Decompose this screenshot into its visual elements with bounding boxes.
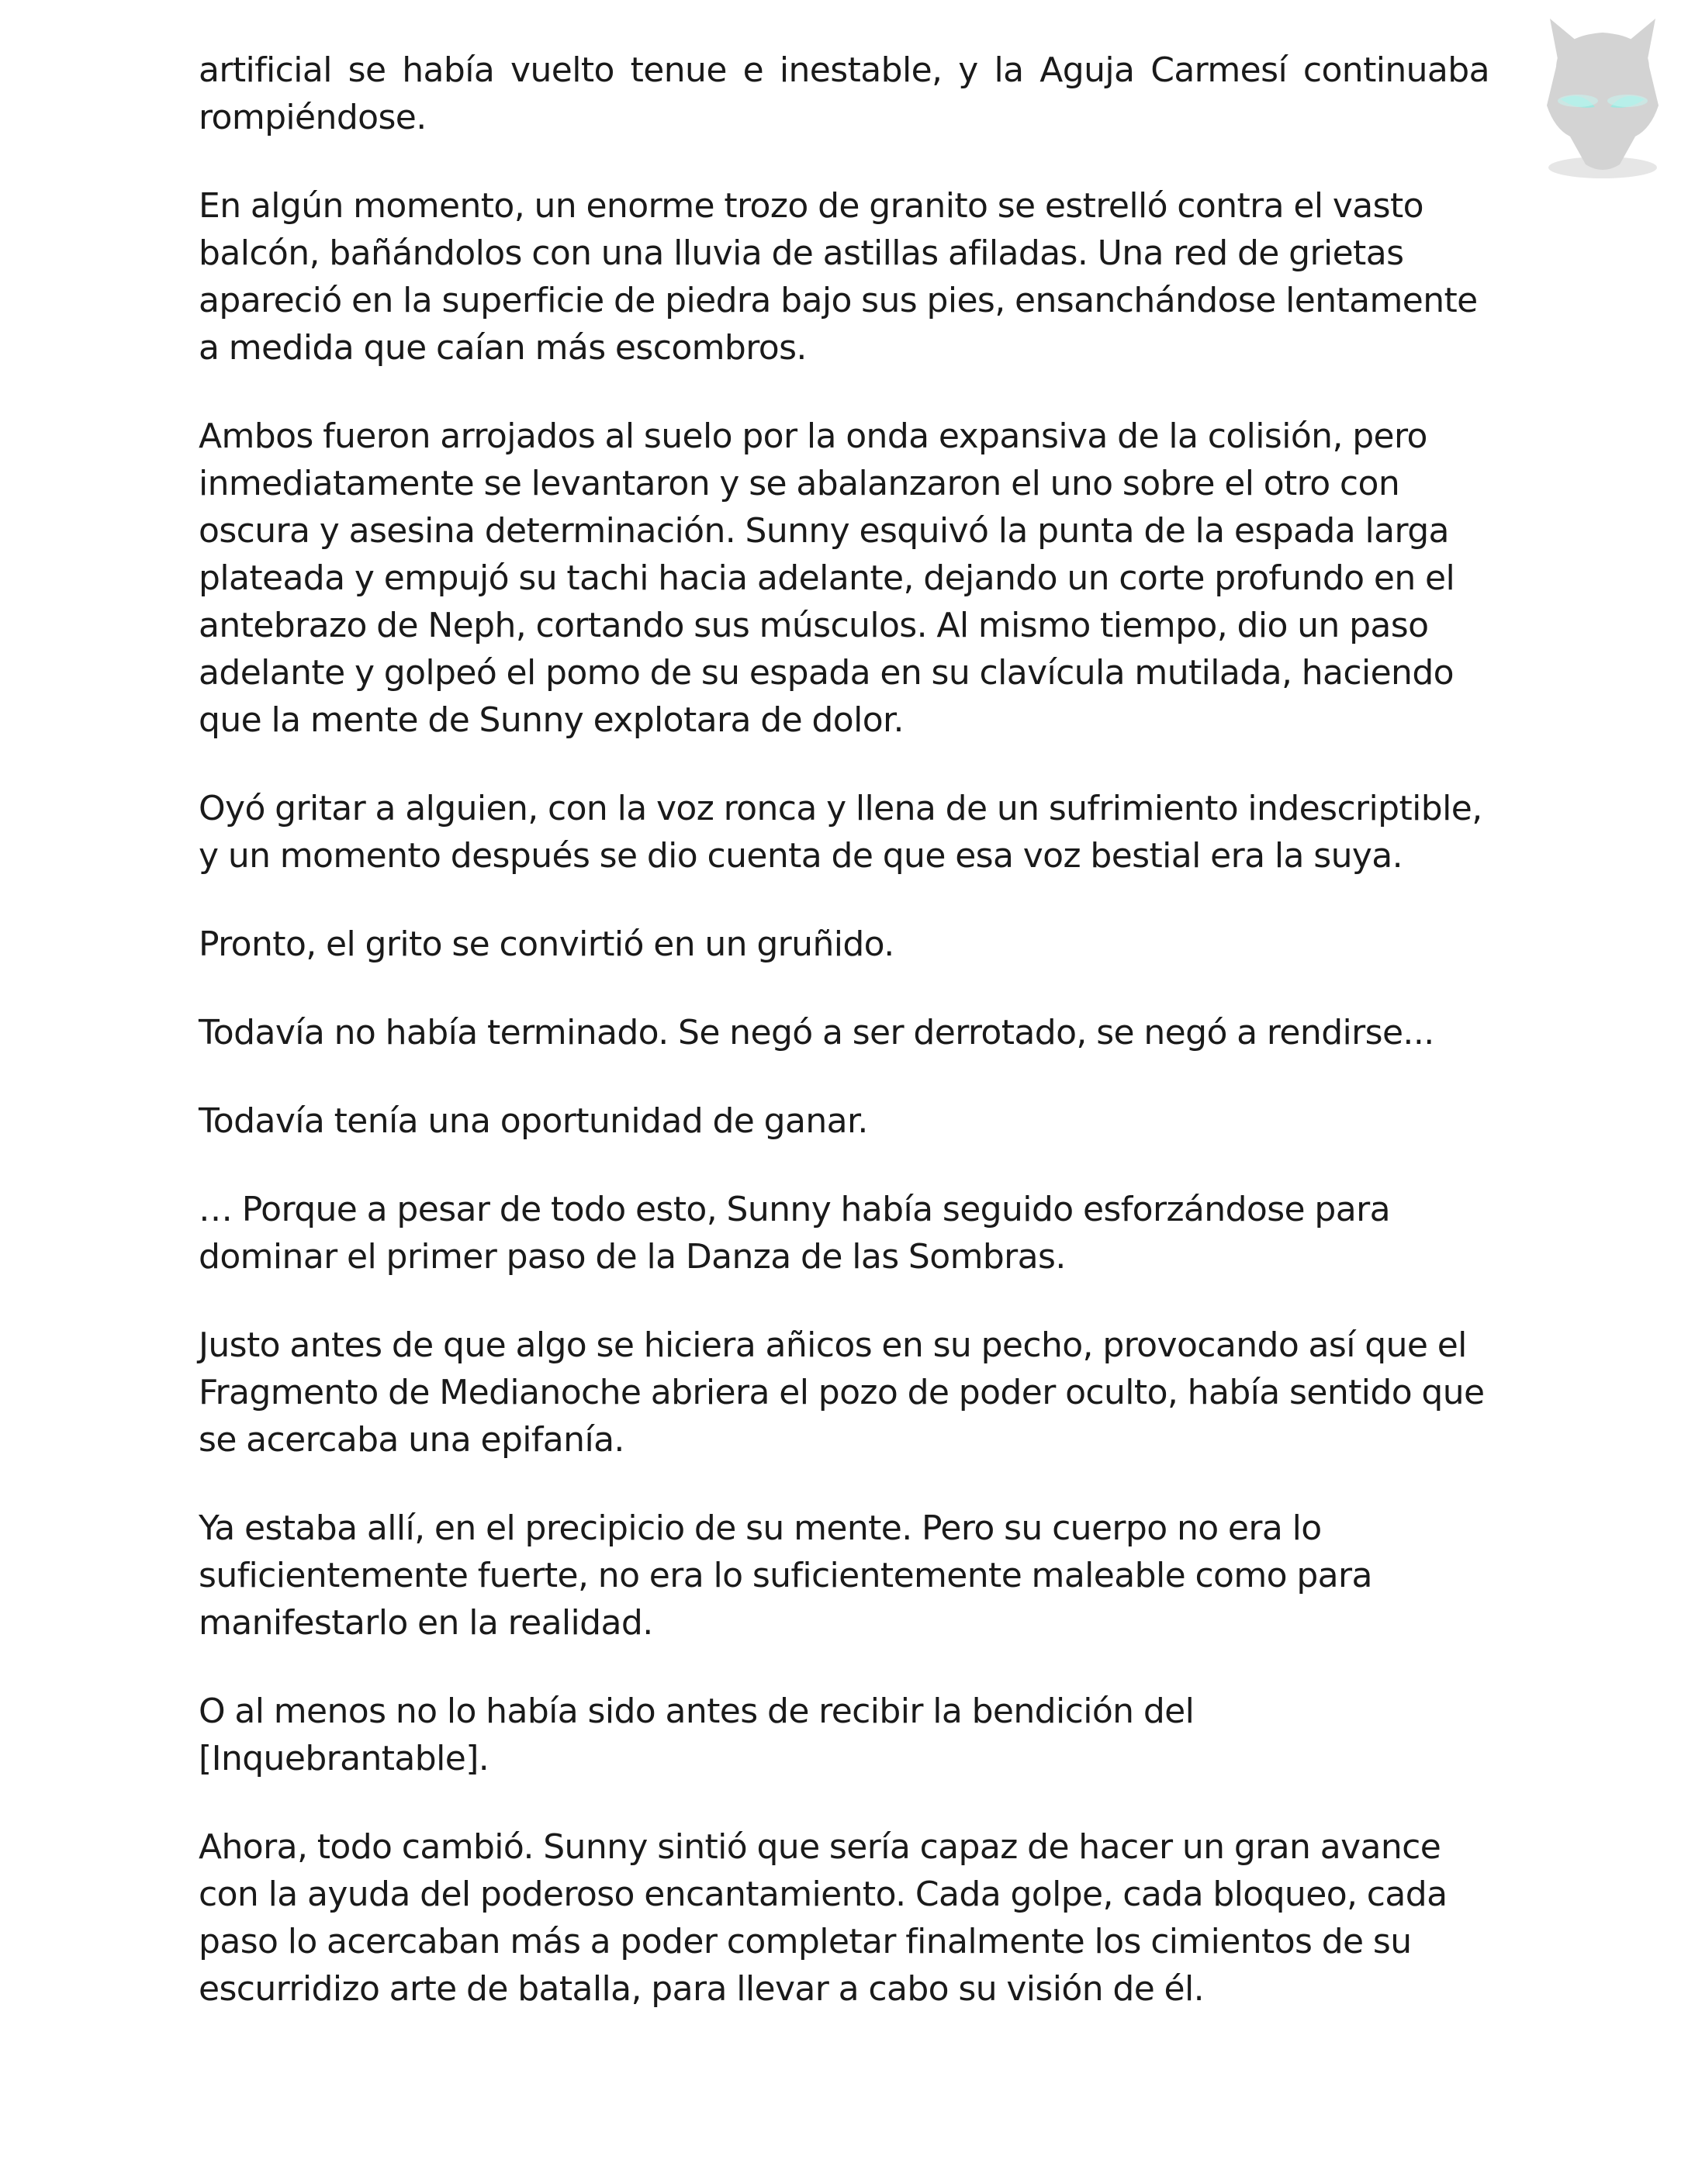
paragraph: Ya estaba allí, en el precipicio de su mente. Pero su cuerpo no era lo suficientemente fuerte, no era lo suficientemente maleable como para manifestarlo en la realidad. <box>199 1508 1372 1643</box>
paragraph: Oyó gritar a alguien, con la voz ronca y llena de un sufrimiento indescriptible, y un momento después se dio cuenta de que esa voz bestial era la suya. <box>199 789 1482 876</box>
watermark-logo <box>1527 12 1679 191</box>
paragraph: Pronto, el grito se convirtió en un gruñido. <box>199 924 894 964</box>
demon-head-icon <box>1527 12 1679 191</box>
paragraph: En algún momento, un enorme trozo de granito se estrelló contra el vasto balcón, bañándolos con una lluvia de astillas afiladas. Una red de grietas apareció en la superficie de piedra bajo sus pies, ensanchándose lentamente a medida que caían más escombros. <box>199 186 1478 368</box>
paragraph: … Porque a pesar de todo esto, Sunny había seguido esforzándose para dominar el primer paso de la Danza de las Sombras. <box>199 1190 1390 1277</box>
document-body <box>199 47 1489 2054</box>
paragraph: Justo antes de que algo se hiciera añicos en su pecho, provocando así que el Fragmento de Medianoche abriera el pozo de poder oculto, había sentido que se acercaba una epifanía. <box>199 1325 1485 1460</box>
paragraph: Ahora, todo cambió. Sunny sintió que sería capaz de hacer un gran avance con la ayuda del poderoso encantamiento. Cada golpe, cada bloqueo, cada paso lo acercaban más a poder completar finalmente los cimientos de su escurridizo arte de batalla, para llevar a cabo su visión de él. <box>199 1827 1448 2009</box>
paragraph: O al menos no lo había sido antes de recibir la bendición del [Inquebrantable]. <box>199 1692 1195 1778</box>
paragraph: artificial se había vuelto tenue e inestable, y la Aguja Carmesí continuaba rompiéndose. <box>199 50 1489 137</box>
paragraph: Ambos fueron arrojados al suelo por la onda expansiva de la colisión, pero inmediatamente se levantaron y se abalanzaron el uno sobre el otro con oscura y asesina determinación. Sunny esquivó la punta de la espada larga plateada y empujó su tachi hacia adelante, dejando un corte profundo en el antebrazo de Neph, cortando sus músculos. Al mismo tiempo, dio un paso adelante y golpeó el pomo de su espada en su clavícula mutilada, haciendo que la mente de Sunny explotara de dolor. <box>199 416 1455 740</box>
paragraph: Todavía no había terminado. Se negó a ser derrotado, se negó a rendirse... <box>199 1013 1434 1052</box>
paragraph: Todavía tenía una oportunidad de ganar. <box>199 1101 868 1141</box>
